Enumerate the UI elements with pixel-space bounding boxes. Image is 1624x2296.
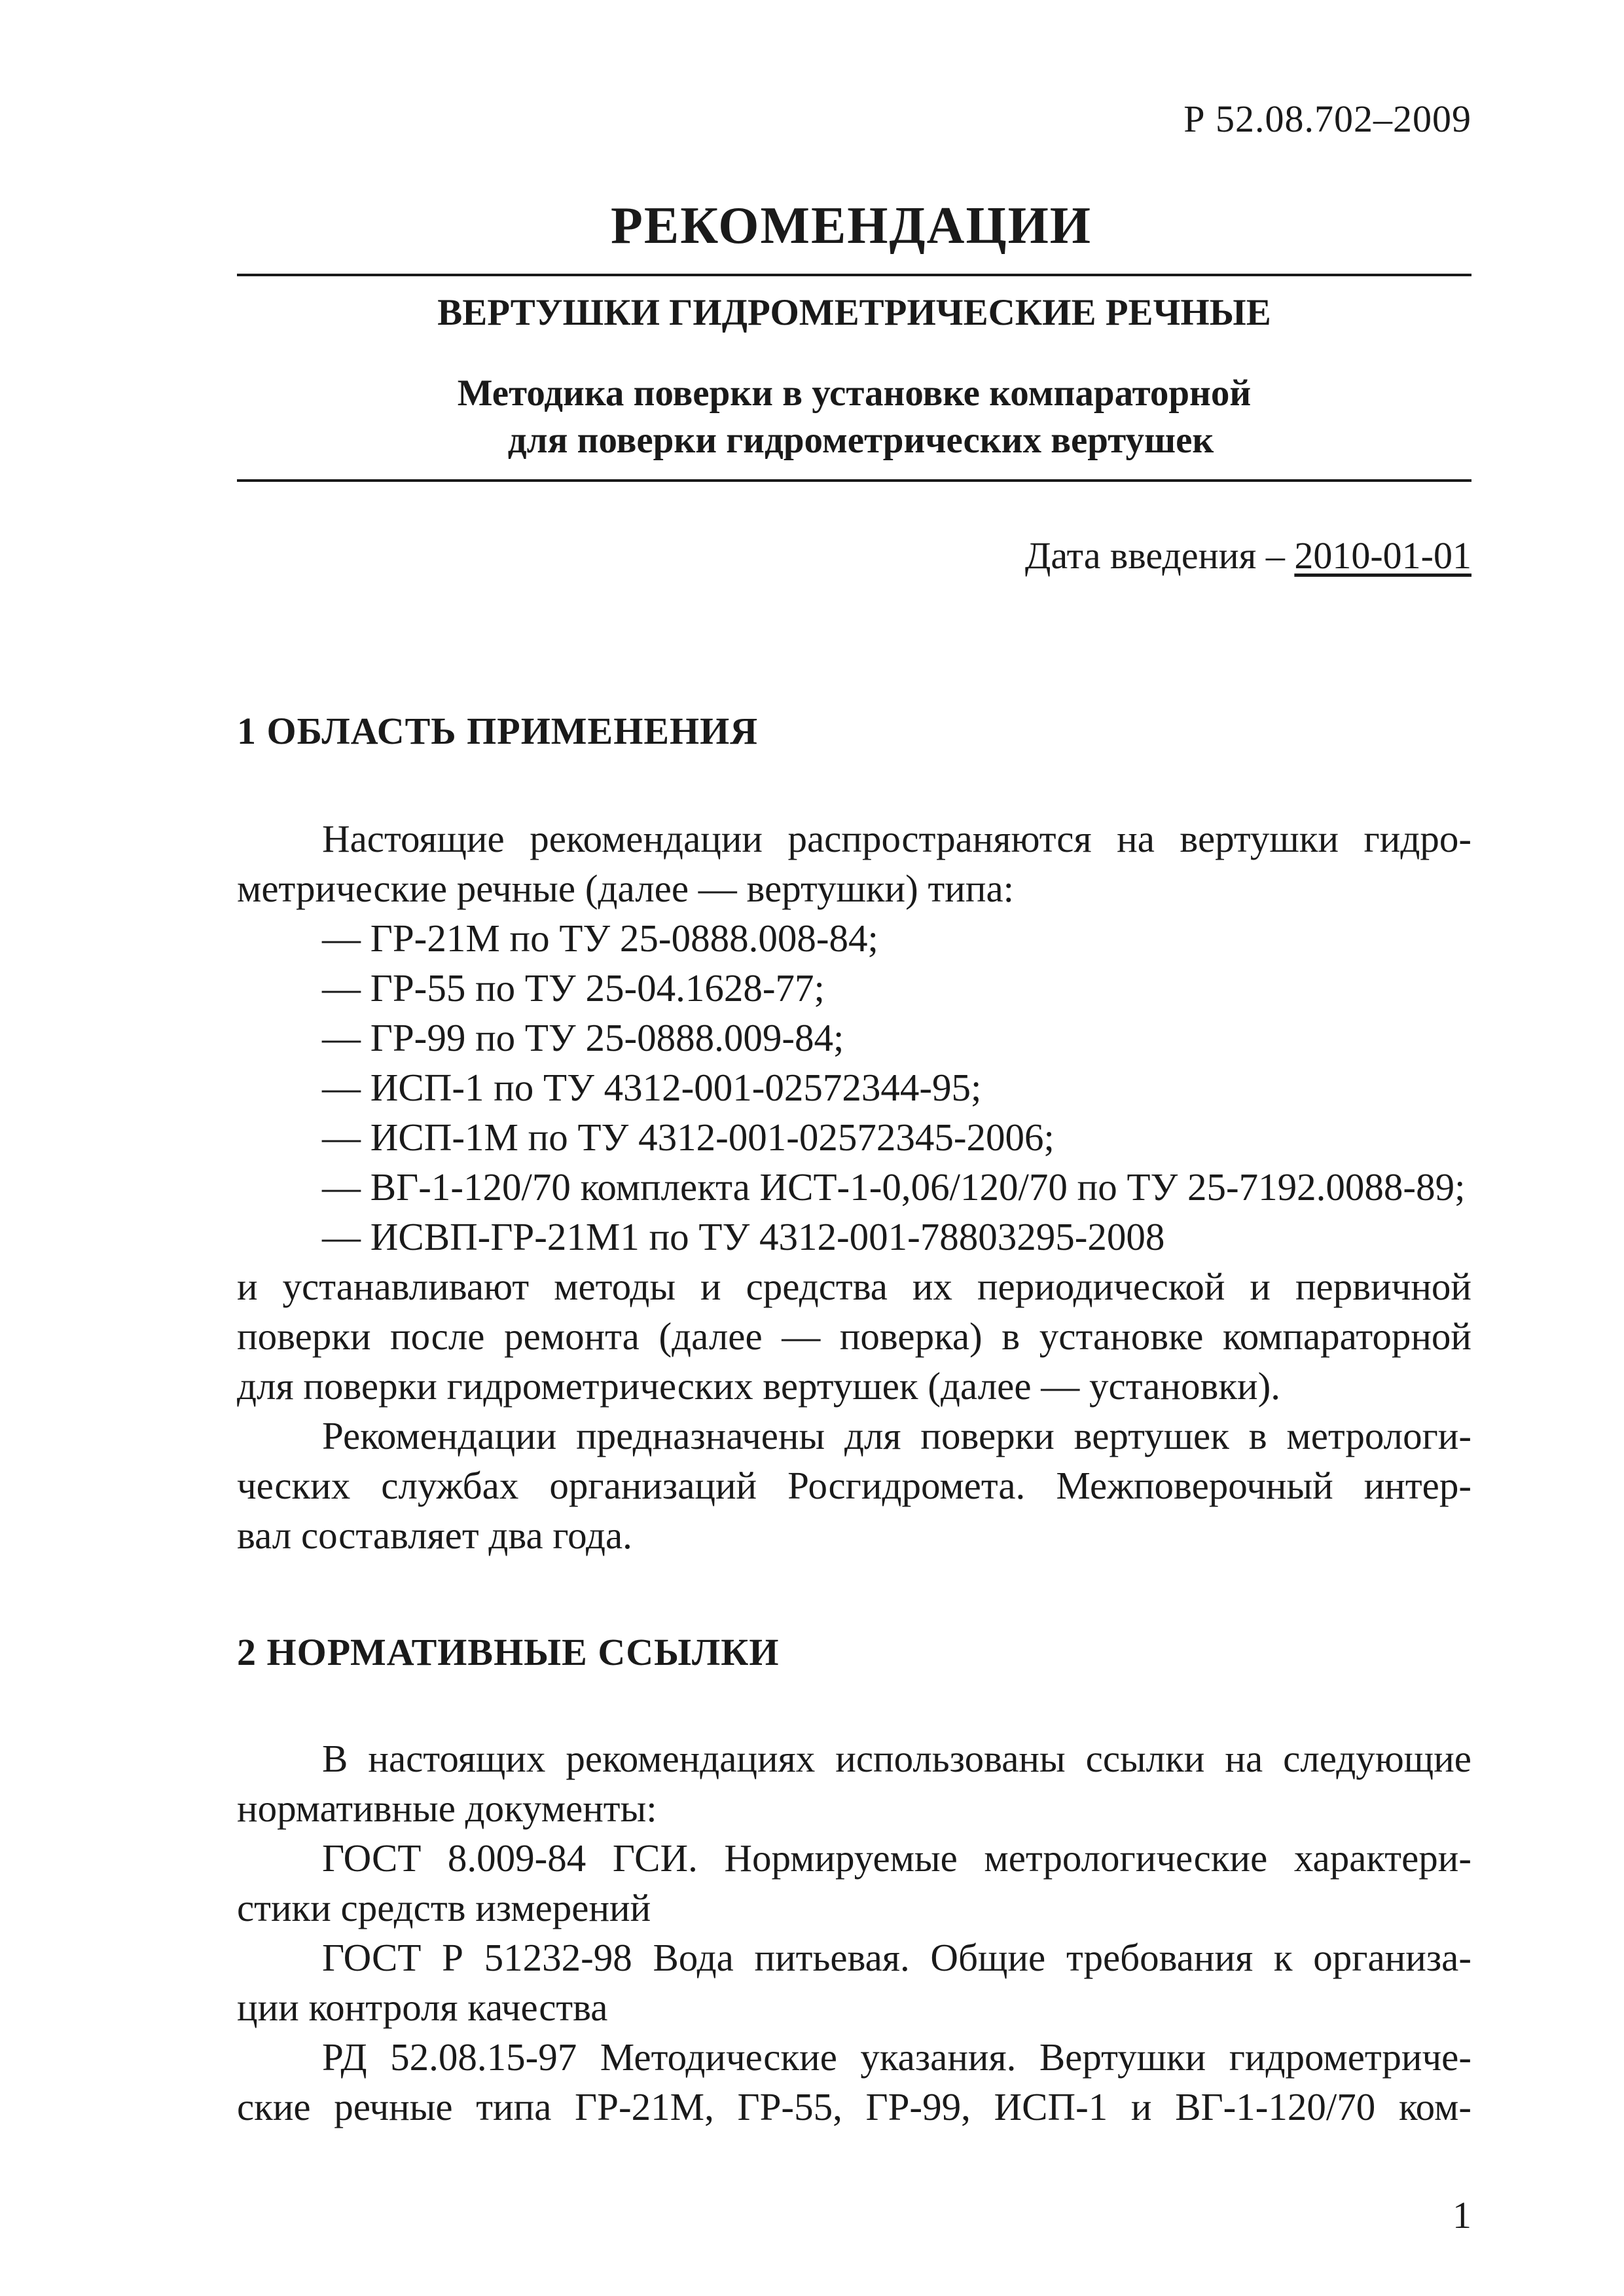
list-item: — ГР-99 по ТУ 25-0888.009-84;	[322, 1016, 844, 1059]
text-line: поверки после ремонта (далее — поверка) в установке компараторной	[237, 1315, 1471, 1358]
method-title-line-2: для поверки гидрометрических вертушек	[507, 420, 1214, 461]
list-item: — ВГ-1-120/70 комплекта ИСТ-1-0,06/120/70 по ТУ 25-7192.0088-89;	[322, 1165, 1466, 1209]
reference-line: ГОСТ Р 51232-98 Вода питьевая. Общие требования к организа-	[322, 1936, 1471, 1979]
reference-line: ские речные типа ГР-21М, ГР-55, ГР-99, ИСП-1 и ВГ-1-120/70 ком-	[237, 2085, 1471, 2128]
list-item: — ИСП-1М по ТУ 4312-001-02572345-2006;	[322, 1116, 1055, 1159]
section-1-body	[237, 814, 1471, 1560]
text-line: Настоящие рекомендации распространяются на вертушки гидро-	[322, 817, 1471, 860]
title-rule-top	[237, 274, 1471, 276]
section-1-title: 1 ОБЛАСТЬ ПРИМЕНЕНИЯ	[237, 710, 759, 752]
main-title: РЕКОМЕНДАЦИИ	[610, 197, 1092, 255]
reference-line: РД 52.08.15-97 Методические указания. Вертушки гидрометриче-	[322, 2035, 1471, 2079]
text-line: нормативные документы:	[237, 1787, 657, 1830]
text-line: вал составляет два года.	[237, 1514, 632, 1557]
list-item: — ИСВП-ГР-21М1 по ТУ 4312-001-78803295-2008	[322, 1215, 1165, 1258]
text-line: метрические речные (далее — вертушки) типа:	[237, 867, 1015, 910]
reference-line: ции контроля качества	[237, 1986, 608, 2029]
title-rule-bottom	[237, 479, 1471, 482]
list-item: — ИСП-1 по ТУ 4312-001-02572344-95;	[322, 1066, 982, 1109]
list-item: — ГР-55 по ТУ 25-04.1628-77;	[322, 966, 825, 1010]
reference-line: ГОСТ 8.009-84 ГСИ. Нормируемые метрологические характери-	[322, 1836, 1471, 1880]
text-line: Рекомендации предназначены для поверки вертушек в метрологи-	[322, 1414, 1471, 1457]
introduction-date	[1025, 534, 1471, 577]
subtitle: ВЕРТУШКИ ГИДРОМЕТРИЧЕСКИЕ РЕЧНЫЕ	[437, 292, 1271, 333]
section-2-body	[237, 1734, 1471, 2132]
document-code: Р 52.08.702–2009	[1183, 98, 1471, 140]
reference-line: стики средств измерений	[237, 1886, 651, 1929]
text-line: В настоящих рекомендациях использованы ссылки на следующие	[322, 1737, 1471, 1780]
list-item: — ГР-21М по ТУ 25-0888.008-84;	[322, 917, 878, 960]
text-line: ческих службах организаций Росгидромета. Межповерочный интер-	[237, 1464, 1471, 1507]
page-number: 1	[1453, 2194, 1471, 2236]
text-line: для поверки гидрометрических вертушек (далее — установки).	[237, 1364, 1280, 1408]
introduction-date-value: 2010-01-01	[1294, 534, 1471, 577]
method-title-line-1: Методика поверки в установке компараторной	[457, 373, 1252, 414]
introduction-date-label: Дата введения –	[1024, 534, 1295, 577]
section-2-title: 2 НОРМАТИВНЫЕ ССЫЛКИ	[237, 1631, 780, 1673]
text-line: и устанавливают методы и средства их периодической и первичной	[237, 1265, 1471, 1308]
